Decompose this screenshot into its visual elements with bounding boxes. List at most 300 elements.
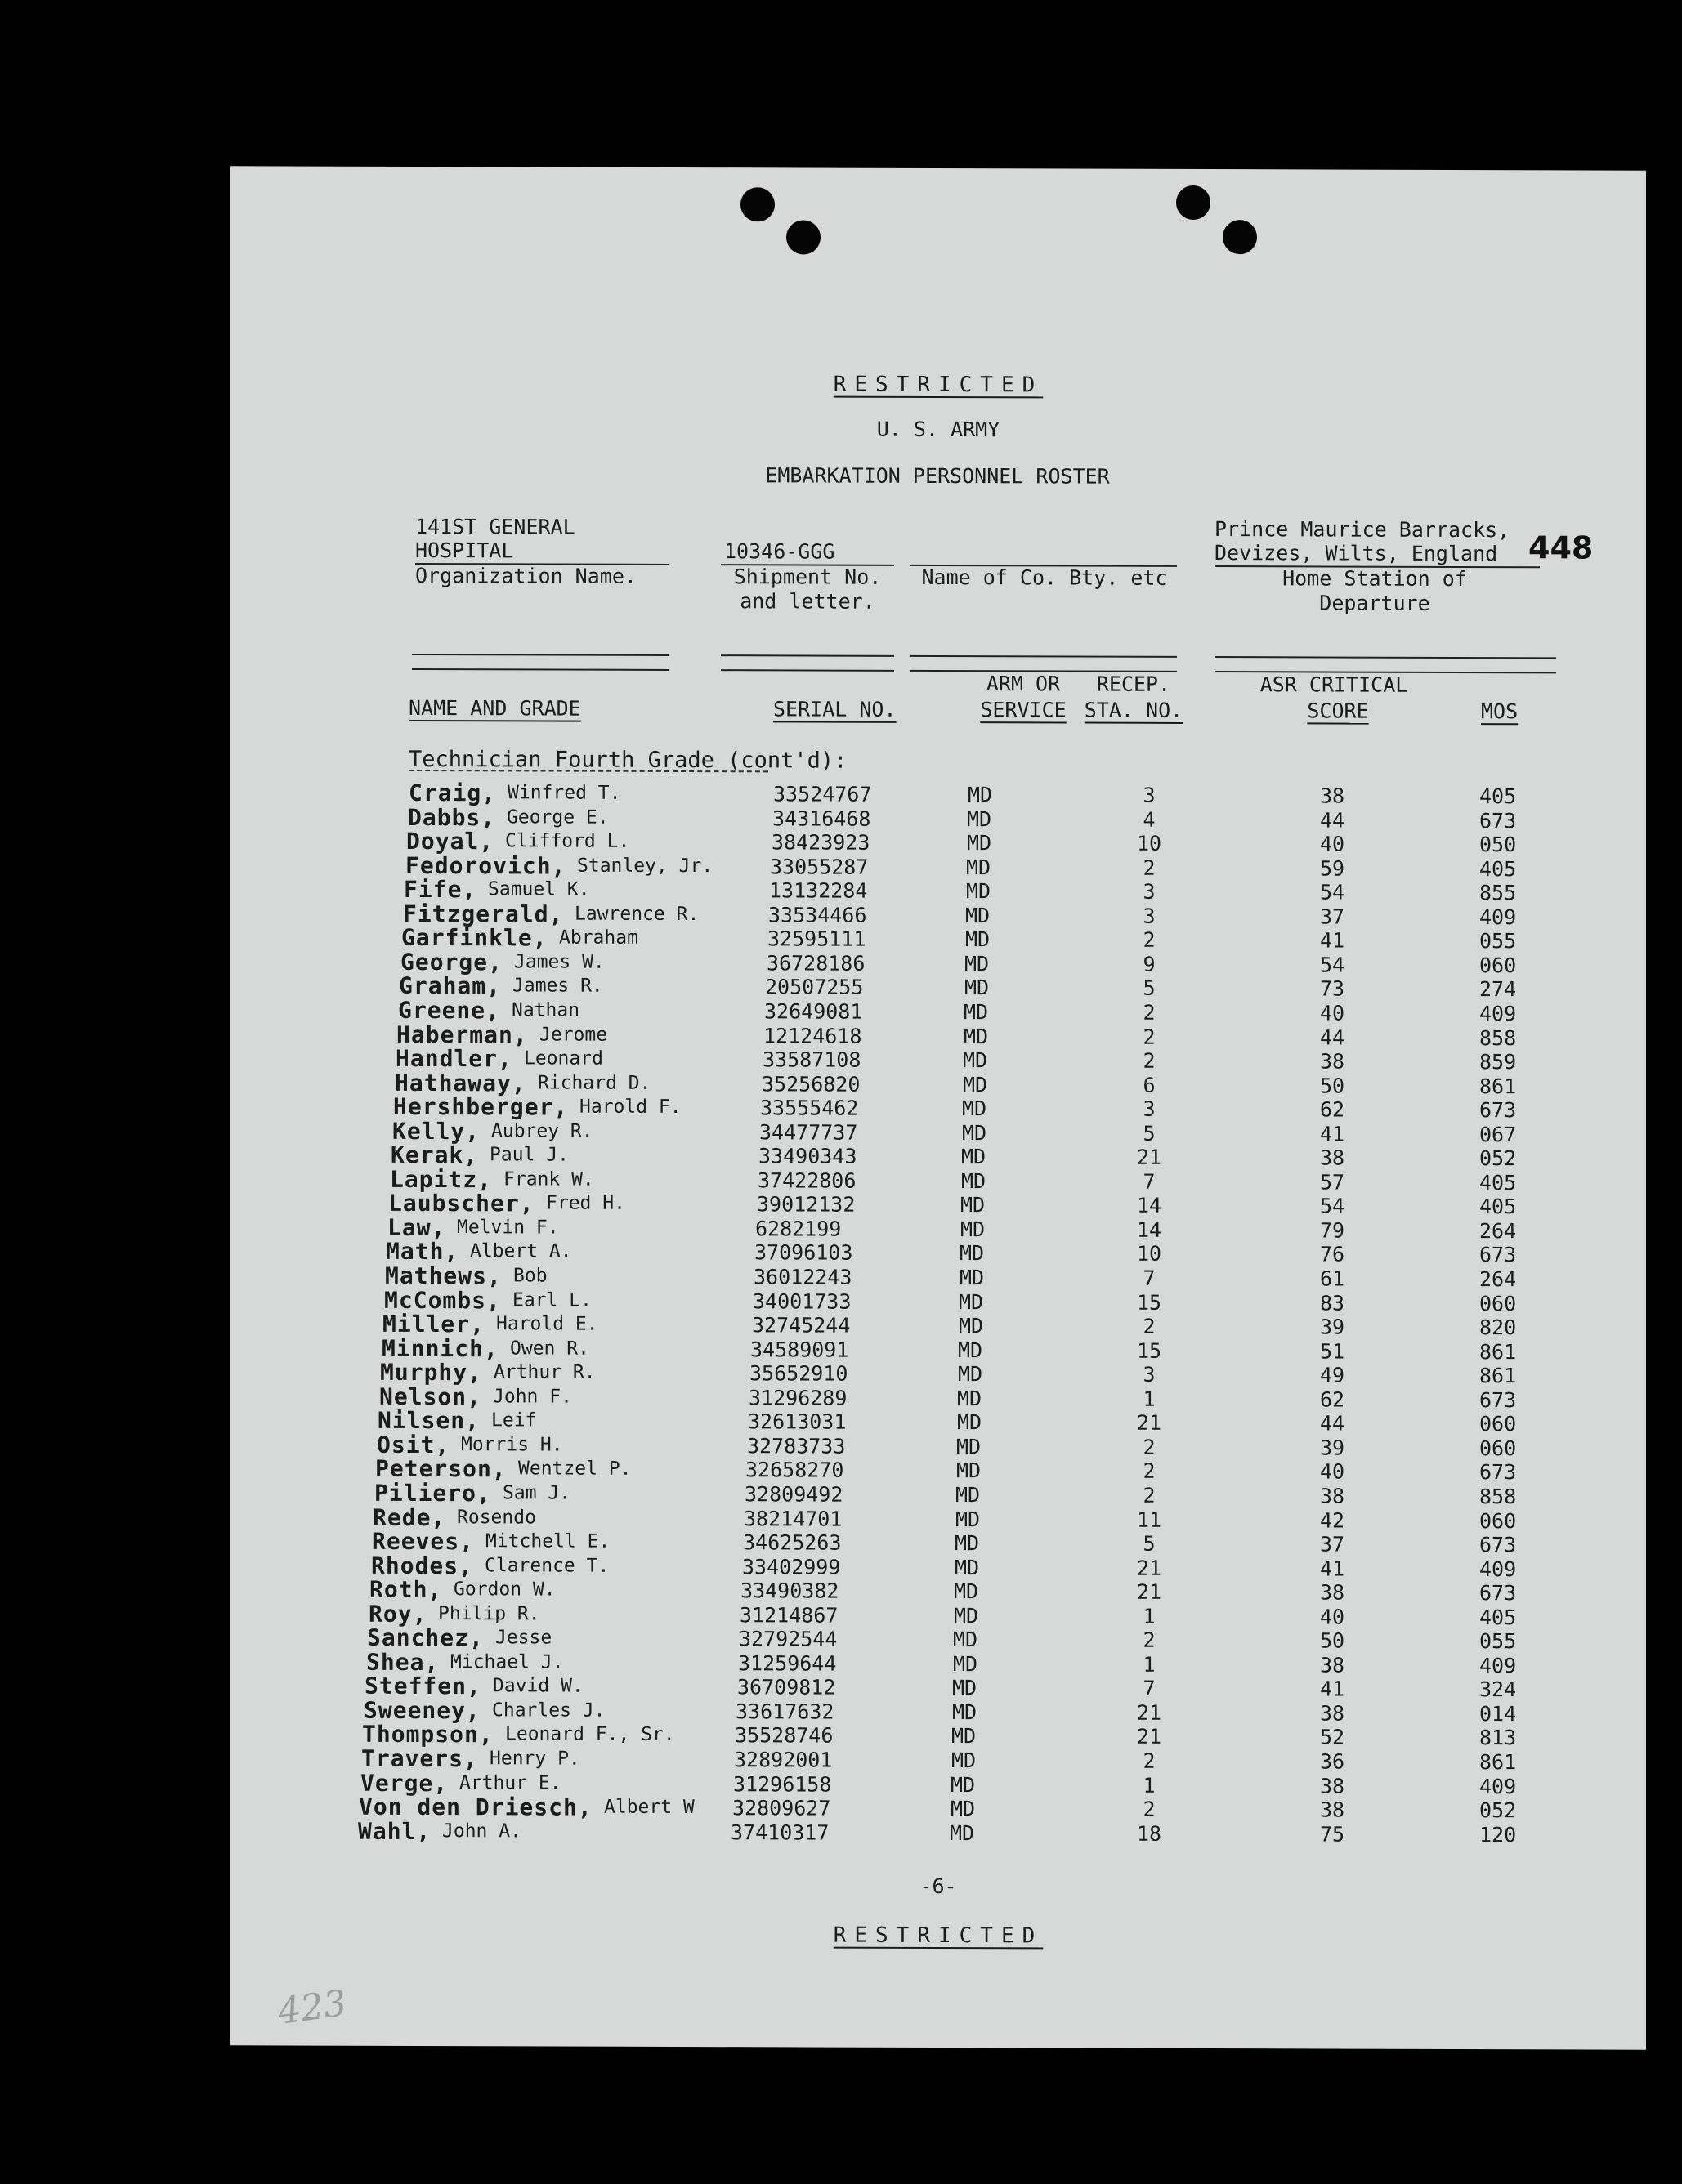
row-serial: 6282199: [755, 1217, 842, 1241]
row-mos: 050: [1479, 833, 1517, 857]
row-score: 38: [1319, 784, 1345, 808]
row-recep-sta: 1: [1143, 1652, 1156, 1677]
row-service: MD: [961, 1145, 986, 1169]
row-mos: 673: [1479, 1581, 1517, 1606]
row-recep-sta: 2: [1143, 1483, 1156, 1507]
org-label: Organization Name.: [415, 563, 637, 588]
row-service: MD: [951, 1724, 977, 1749]
row-mos: 324: [1479, 1677, 1517, 1702]
col-header-serial: SERIAL NO.: [773, 697, 897, 721]
row-score: 59: [1319, 856, 1345, 881]
row-given-name: Jesse: [495, 1627, 552, 1649]
org-name-line1: 141ST GENERAL: [415, 514, 575, 539]
row-given-name: Melvin F.: [457, 1217, 559, 1239]
row-service: MD: [964, 976, 990, 1000]
row-score: 54: [1319, 880, 1345, 904]
row-given-name: Harold E.: [496, 1313, 598, 1335]
row-mos: 673: [1479, 1098, 1517, 1123]
row-given-name: Owen R.: [510, 1337, 589, 1360]
row-mos: 673: [1479, 1533, 1517, 1557]
row-mos: 861: [1479, 1074, 1517, 1098]
row-surname: Osit,: [377, 1431, 450, 1458]
table-row: [230, 1553, 1646, 1581]
row-score: 38: [1319, 1580, 1345, 1605]
row-surname: Peterson,: [375, 1455, 507, 1483]
row-given-name: Arthur E.: [459, 1771, 561, 1794]
rule: [721, 654, 894, 657]
row-surname: Reeves,: [372, 1527, 475, 1556]
row-recep-sta: 2: [1143, 1000, 1156, 1025]
row-service: MD: [960, 1193, 986, 1217]
row-mos: 060: [1479, 1508, 1517, 1533]
restricted-top: RESTRICTED: [833, 372, 1044, 398]
row-mos: 813: [1479, 1726, 1517, 1750]
row-service: MD: [951, 1797, 976, 1821]
row-serial: 32783733: [747, 1434, 846, 1458]
row-serial: 37410317: [731, 1820, 830, 1845]
row-surname: Nelson,: [379, 1382, 482, 1410]
punch-hole: [740, 187, 775, 221]
col-header-name: NAME AND GRADE: [409, 695, 581, 721]
row-mos: 120: [1479, 1822, 1517, 1847]
row-recep-sta: 1: [1143, 1387, 1156, 1411]
row-recep-sta: 10: [1136, 831, 1162, 855]
row-given-name: Albert A.: [470, 1240, 572, 1263]
row-mos: 673: [1479, 1243, 1517, 1267]
row-mos: 405: [1479, 1170, 1517, 1195]
row-service: MD: [955, 1555, 980, 1579]
row-score: 50: [1319, 1074, 1345, 1098]
row-recep-sta: 2: [1143, 1048, 1156, 1073]
row-given-name: Clifford L.: [505, 830, 630, 852]
row-serial: 13132284: [769, 878, 868, 903]
row-score: 75: [1319, 1822, 1345, 1847]
row-surname: Law,: [387, 1213, 446, 1241]
row-serial: 35528746: [735, 1723, 834, 1749]
page-number: -6-: [919, 1874, 957, 1899]
row-score: 42: [1319, 1507, 1345, 1533]
row-mos: 405: [1479, 856, 1517, 881]
punch-hole: [1223, 220, 1257, 254]
row-recep-sta: 21: [1136, 1556, 1162, 1580]
row-mos: 409: [1479, 1653, 1517, 1678]
col-header-arm: ARM OR: [986, 672, 1061, 696]
row-score: 41: [1319, 1556, 1345, 1581]
row-service: MD: [958, 1362, 983, 1387]
row-given-name: Rosendo: [457, 1506, 536, 1528]
row-score: 57: [1319, 1170, 1345, 1195]
row-surname: Travers,: [361, 1744, 478, 1773]
col-header-service: SERVICE: [980, 698, 1067, 722]
row-service: MD: [968, 783, 993, 807]
row-service: MD: [954, 1603, 979, 1628]
row-score: 44: [1319, 1025, 1345, 1050]
row-surname: Miller,: [382, 1310, 485, 1338]
row-surname: Handler,: [396, 1044, 512, 1073]
row-surname: Fitzgerald,: [403, 900, 564, 928]
row-service: MD: [959, 1289, 984, 1314]
row-mos: 060: [1479, 1291, 1517, 1315]
row-mos: 861: [1479, 1750, 1517, 1775]
row-serial: 39012132: [757, 1192, 856, 1217]
rule: [910, 655, 1177, 658]
row-service: MD: [960, 1266, 985, 1290]
punch-hole: [1176, 185, 1210, 220]
row-service: MD: [953, 1651, 978, 1676]
row-surname: Roy,: [369, 1600, 427, 1628]
row-service: MD: [964, 1000, 989, 1025]
row-service: MD: [965, 927, 991, 952]
row-given-name: Sam J.: [503, 1482, 571, 1504]
row-score: 41: [1319, 1677, 1345, 1701]
row-score: 51: [1319, 1339, 1345, 1364]
row-given-name: Abraham: [559, 927, 638, 949]
row-mos: 673: [1479, 1460, 1517, 1485]
row-surname: Rede,: [373, 1503, 446, 1531]
punch-hole: [786, 220, 821, 254]
row-mos: 060: [1479, 1436, 1517, 1461]
row-service: MD: [951, 1772, 976, 1797]
row-surname: Steffen,: [365, 1673, 481, 1700]
row-service: MD: [960, 1241, 985, 1266]
row-recep-sta: 2: [1143, 1749, 1156, 1773]
row-surname: Garfinkle,: [401, 924, 548, 952]
row-serial: 36709812: [737, 1675, 836, 1699]
row-recep-sta: 5: [1143, 976, 1156, 1001]
row-given-name: Albert W: [604, 1796, 695, 1819]
row-score: 40: [1319, 1001, 1345, 1025]
row-given-name: Nathan: [512, 999, 580, 1021]
row-mos: 820: [1479, 1315, 1517, 1340]
row-mos: 055: [1479, 929, 1517, 954]
col-header-asr: ASR CRITICAL: [1259, 672, 1408, 697]
row-score: 41: [1319, 1122, 1345, 1146]
row-surname: Laubscher,: [388, 1190, 535, 1217]
row-recep-sta: 3: [1143, 783, 1156, 807]
row-mos: 861: [1479, 1339, 1517, 1364]
row-service: MD: [957, 1410, 982, 1435]
row-recep-sta: 4: [1143, 807, 1156, 832]
row-given-name: Winfred T.: [508, 782, 621, 804]
table-row: [230, 1626, 1646, 1654]
row-surname: Von den Driesch,: [359, 1793, 593, 1821]
row-score: 40: [1319, 1459, 1345, 1484]
station-label: Home Station of: [1282, 566, 1467, 592]
row-given-name: George E.: [507, 806, 609, 828]
row-recep-sta: 2: [1143, 1435, 1156, 1459]
row-serial: 34477737: [759, 1119, 858, 1145]
row-score: 79: [1319, 1218, 1345, 1243]
row-mos: 405: [1479, 784, 1517, 809]
row-score: 38: [1319, 1701, 1345, 1726]
row-recep-sta: 1: [1143, 1773, 1156, 1798]
row-surname: George,: [400, 948, 503, 976]
row-serial: 33534466: [768, 903, 867, 927]
row-recep-sta: 7: [1143, 1677, 1156, 1701]
row-surname: Haberman,: [396, 1021, 528, 1048]
row-recep-sta: 3: [1143, 1096, 1156, 1121]
row-surname: Wahl,: [358, 1817, 432, 1845]
row-given-name: Leonard: [524, 1047, 603, 1070]
row-serial: 35652910: [749, 1361, 848, 1386]
row-surname: Thompson,: [362, 1721, 494, 1749]
row-recep-sta: 10: [1136, 1242, 1162, 1266]
table-row: [230, 1577, 1646, 1605]
row-service: MD: [953, 1628, 978, 1652]
row-score: 54: [1319, 953, 1345, 977]
row-given-name: Philip R.: [438, 1602, 540, 1625]
row-service: MD: [951, 1749, 977, 1773]
col-header-mos: MOS: [1481, 699, 1519, 724]
rule: [1215, 656, 1556, 659]
row-surname: Roth,: [369, 1575, 443, 1604]
row-service: MD: [966, 855, 991, 879]
row-mos: 274: [1479, 977, 1517, 1002]
row-given-name: Harold F.: [579, 1096, 682, 1119]
document-title: EMBARKATION PERSONNEL ROSTER: [765, 463, 1110, 489]
row-service: MD: [961, 1168, 986, 1193]
row-mos: 055: [1479, 1629, 1517, 1654]
row-service: MD: [952, 1676, 977, 1700]
col-header-recep: RECEP.: [1096, 672, 1171, 696]
row-score: 38: [1319, 1798, 1345, 1822]
row-mos: 060: [1479, 953, 1517, 978]
row-given-name: Leonard F., Sr.: [505, 1723, 675, 1746]
row-given-name: Stanley, Jr.: [577, 855, 714, 877]
row-mos: 855: [1479, 881, 1517, 905]
row-service: MD: [962, 1120, 987, 1145]
row-recep-sta: 2: [1143, 1025, 1156, 1049]
row-surname: McCombs,: [384, 1286, 501, 1314]
row-recep-sta: 21: [1136, 1700, 1162, 1725]
row-serial: 33055287: [770, 854, 869, 879]
table-row: [230, 1794, 1646, 1822]
row-recep-sta: 3: [1143, 904, 1156, 928]
row-surname: Fife,: [404, 876, 477, 904]
section-heading: Technician Fourth Grade (cont'd):: [409, 746, 848, 774]
row-surname: Craig,: [409, 779, 497, 807]
row-given-name: Aubrey R.: [491, 1119, 593, 1142]
row-service: MD: [962, 1096, 987, 1121]
row-surname: Minnich,: [382, 1334, 499, 1362]
row-serial: 32649081: [764, 999, 863, 1024]
row-surname: Nilsen,: [378, 1407, 481, 1435]
row-recep-sta: 5: [1143, 1531, 1156, 1556]
row-surname: Greene,: [398, 996, 501, 1025]
row-surname: Fedorovich,: [405, 851, 566, 880]
row-service: MD: [963, 1048, 988, 1073]
row-serial: 33555462: [760, 1096, 859, 1120]
row-serial: 20507255: [765, 975, 864, 1000]
row-surname: Lapitz,: [390, 1165, 493, 1194]
rule: [721, 669, 894, 672]
row-mos: 405: [1479, 1605, 1517, 1629]
row-serial: 32613031: [748, 1409, 847, 1434]
row-given-name: James R.: [512, 975, 603, 998]
row-serial: 32595111: [767, 927, 866, 952]
row-given-name: Clarence T.: [485, 1554, 610, 1577]
row-serial: 34589091: [750, 1337, 849, 1362]
row-recep-sta: 2: [1143, 855, 1156, 880]
row-mos: 014: [1479, 1701, 1517, 1726]
row-given-name: Fred H.: [546, 1192, 625, 1215]
org-name-line2: HOSPITAL: [415, 538, 514, 563]
row-recep-sta: 21: [1136, 1725, 1162, 1749]
row-surname: Hershberger,: [393, 1093, 569, 1121]
row-recep-sta: 15: [1136, 1338, 1162, 1363]
stamp-number: 448: [1528, 529, 1594, 566]
row-surname: Doyal,: [406, 828, 494, 855]
row-service: MD: [957, 1386, 982, 1410]
row-surname: Mathews,: [385, 1262, 502, 1290]
row-mos: 673: [1479, 1387, 1517, 1412]
row-recep-sta: 21: [1136, 1411, 1162, 1436]
row-score: 73: [1319, 976, 1345, 1001]
rule: [412, 654, 669, 656]
row-service: MD: [965, 903, 991, 927]
row-recep-sta: 2: [1143, 1314, 1156, 1338]
row-given-name: Earl L.: [512, 1289, 592, 1311]
row-recep-sta: 5: [1143, 1121, 1156, 1146]
row-service: MD: [966, 879, 991, 904]
row-score: 40: [1319, 832, 1345, 856]
row-recep-sta: 18: [1136, 1821, 1162, 1846]
row-surname: Dabbs,: [408, 803, 496, 831]
row-serial: 31296158: [733, 1771, 832, 1797]
station-label-2: Departure: [1319, 591, 1430, 615]
row-service: MD: [967, 831, 992, 855]
row-serial: 31296289: [749, 1386, 848, 1410]
rule: [412, 668, 669, 671]
row-mos: 052: [1479, 1146, 1517, 1171]
row-serial: 32792544: [739, 1627, 838, 1651]
row-serial: 37096103: [754, 1240, 853, 1266]
row-surname: Sanchez,: [367, 1624, 484, 1652]
row-mos: 858: [1479, 1485, 1517, 1509]
row-serial: 32809627: [732, 1796, 831, 1820]
row-score: 40: [1319, 1605, 1345, 1629]
row-service: MD: [955, 1507, 981, 1531]
row-surname: Murphy,: [380, 1359, 483, 1387]
row-mos: 859: [1479, 1050, 1517, 1074]
row-score: 38: [1319, 1484, 1345, 1508]
row-serial: 34625263: [743, 1530, 842, 1555]
row-recep-sta: 2: [1143, 1628, 1156, 1653]
row-surname: Piliero,: [374, 1479, 491, 1507]
row-serial: 38214701: [744, 1506, 843, 1531]
row-recep-sta: 11: [1136, 1507, 1162, 1532]
row-recep-sta: 6: [1143, 1073, 1156, 1097]
row-service: MD: [964, 1024, 989, 1048]
row-serial: 32745244: [752, 1313, 851, 1338]
row-given-name: Lawrence R.: [575, 903, 700, 925]
row-recep-sta: 2: [1143, 928, 1156, 953]
row-recep-sta: 2: [1143, 1797, 1156, 1821]
row-serial: 37422806: [758, 1168, 857, 1193]
row-mos: 673: [1479, 808, 1517, 833]
row-given-name: James W.: [514, 951, 605, 973]
row-mos: 409: [1479, 904, 1517, 929]
row-score: 61: [1319, 1266, 1345, 1291]
row-serial: 35256820: [762, 1071, 861, 1096]
row-given-name: Samuel K.: [488, 878, 590, 900]
row-mos: 405: [1479, 1195, 1517, 1219]
row-serial: 33524767: [773, 782, 872, 806]
row-score: 62: [1319, 1387, 1345, 1412]
row-given-name: Bob: [513, 1265, 548, 1287]
roster-page: [230, 166, 1646, 2049]
row-service: MD: [955, 1531, 980, 1556]
row-score: 38: [1319, 1049, 1345, 1074]
row-service: MD: [954, 1579, 979, 1604]
row-recep-sta: 9: [1143, 952, 1156, 976]
row-service: MD: [950, 1820, 975, 1845]
row-serial: 33490343: [758, 1144, 857, 1168]
row-recep-sta: 14: [1136, 1194, 1162, 1218]
row-surname: Kerak,: [391, 1141, 479, 1169]
row-recep-sta: 15: [1136, 1290, 1162, 1315]
row-service: MD: [955, 1483, 981, 1507]
row-given-name: Paul J.: [490, 1144, 569, 1166]
row-mos: 264: [1479, 1267, 1517, 1292]
row-given-name: Wentzel P.: [518, 1458, 632, 1481]
row-service: MD: [964, 951, 990, 976]
row-score: 37: [1319, 1532, 1345, 1556]
row-surname: Shea,: [366, 1648, 440, 1676]
row-service: MD: [952, 1699, 977, 1725]
row-serial: 12124618: [763, 1023, 862, 1048]
row-mos: 264: [1479, 1218, 1517, 1244]
row-given-name: Arthur R.: [494, 1361, 596, 1383]
row-serial: 33402999: [742, 1554, 841, 1579]
row-score: 44: [1319, 1411, 1345, 1436]
row-given-name: Mitchell E.: [485, 1530, 611, 1552]
row-serial: 32809492: [745, 1482, 843, 1507]
row-mos: 060: [1479, 1412, 1517, 1436]
row-score: 38: [1319, 1774, 1345, 1798]
row-score: 41: [1319, 928, 1345, 953]
row-score: 54: [1319, 1194, 1345, 1218]
row-score: 39: [1319, 1436, 1345, 1460]
row-given-name: Charles J.: [492, 1699, 606, 1722]
row-serial: 33617632: [736, 1699, 834, 1724]
row-given-name: Jerome: [539, 1023, 608, 1046]
row-serial: 36728186: [767, 951, 866, 976]
row-score: 62: [1319, 1097, 1345, 1122]
row-mos: 409: [1479, 1556, 1517, 1581]
row-surname: Rhodes,: [371, 1552, 474, 1579]
row-recep-sta: 21: [1136, 1579, 1162, 1604]
row-mos: 052: [1479, 1798, 1517, 1823]
row-serial: 34001733: [753, 1289, 852, 1314]
pencil-note: 423: [275, 1982, 350, 2034]
station-line1: Prince Maurice Barracks,: [1215, 517, 1510, 543]
row-recep-sta: 3: [1143, 879, 1156, 904]
row-service: MD: [960, 1217, 986, 1242]
col-header-sta: STA. NO.: [1084, 698, 1183, 722]
row-mos: 409: [1479, 1002, 1517, 1026]
row-given-name: Gordon W.: [454, 1579, 556, 1601]
row-score: 39: [1319, 1315, 1345, 1339]
row-service: MD: [956, 1434, 982, 1459]
row-recep-sta: 7: [1143, 1169, 1156, 1194]
row-recep-sta: 3: [1143, 1362, 1156, 1387]
shipment-label: Shipment No.: [733, 565, 882, 589]
row-surname: Kelly,: [392, 1117, 481, 1145]
row-serial: 33587108: [763, 1047, 861, 1072]
row-score: 49: [1319, 1363, 1345, 1387]
row-serial: 36012243: [754, 1265, 852, 1289]
